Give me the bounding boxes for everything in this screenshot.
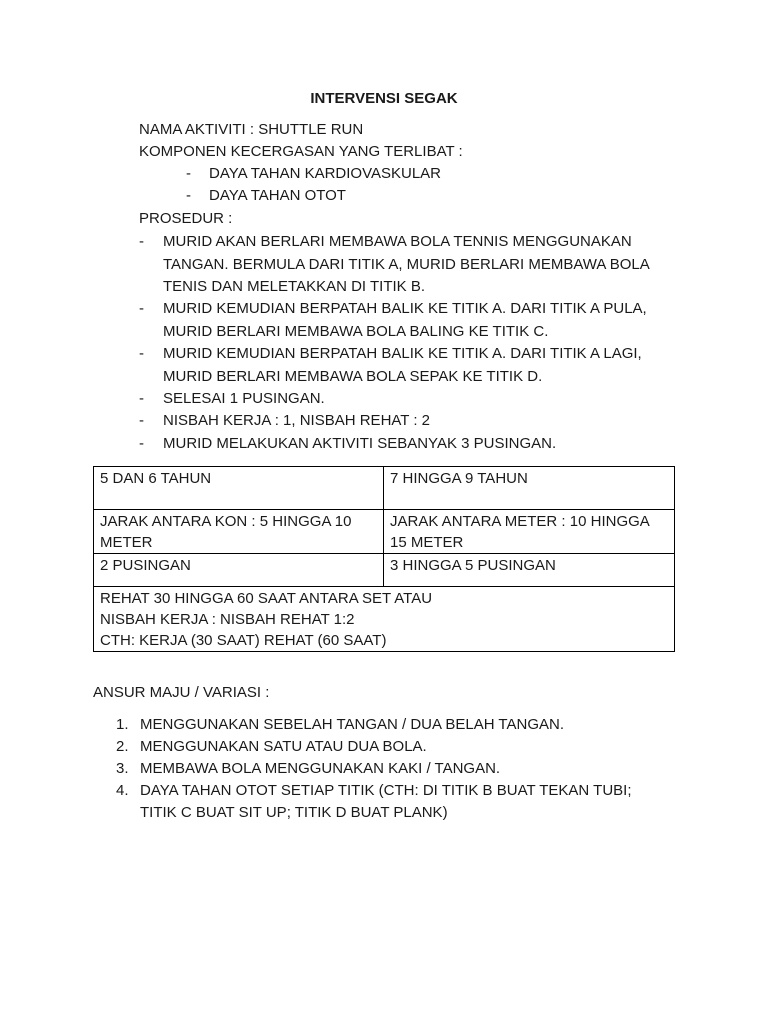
table-cell-line: JARAK ANTARA METER : 10 HINGGA (390, 513, 650, 530)
table-cell-merged (94, 587, 675, 652)
list-number: 2. (116, 738, 129, 755)
procedure-line: MURID MELAKUKAN AKTIVITI SEBANYAK 3 PUSINGAN. (163, 435, 557, 452)
procedure-line: NISBAH KERJA : 1, NISBAH REHAT : 2 (163, 412, 431, 429)
table-cell: 2 PUSINGAN (94, 554, 384, 587)
list-text: MEMBAWA BOLA MENGGUNAKAN KAKI / TANGAN. (140, 760, 501, 777)
list-text: MENGGUNAKAN SATU ATAU DUA BOLA. (140, 738, 427, 755)
page-title: INTERVENSI SEGAK (310, 90, 458, 107)
procedure-line: MURID AKAN BERLARI MEMBAWA BOLA TENNIS MENGGUNAKAN (163, 233, 632, 250)
procedure-line: MURID BERLARI MEMBAWA BOLA SEPAK KE TITIK D. (163, 368, 543, 385)
procedure-line: MURID KEMUDIAN BERPATAH BALIK KE TITIK A. DARI TITIK A LAGI, (163, 345, 642, 362)
variation-heading: ANSUR MAJU / VARIASI : (93, 684, 270, 701)
procedure-line: SELESAI 1 PUSINGAN. (163, 390, 325, 407)
table-cell-line: REHAT 30 HINGGA 60 SAAT ANTARA SET ATAU (100, 590, 433, 607)
table-cell: 7 HINGGA 9 TAHUN (384, 467, 675, 510)
table-cell: 5 DAN 6 TAHUN (94, 467, 384, 510)
age-group-table (93, 466, 675, 652)
table-cell: 3 HINGGA 5 PUSINGAN (384, 554, 675, 587)
procedure-line: TENIS DAN MELETAKKAN DI TITIK B. (163, 278, 425, 295)
activity-name: NAMA AKTIVITI : SHUTTLE RUN (139, 121, 364, 138)
table-row (94, 587, 675, 652)
list-dash: - (139, 300, 144, 317)
procedure-heading: PROSEDUR : (139, 210, 233, 227)
table-cell-line: METER (100, 534, 153, 551)
table-cell (384, 510, 675, 554)
list-dash: - (139, 412, 144, 429)
list-number: 3. (116, 760, 129, 777)
table-cell-line: NISBAH KERJA : NISBAH REHAT 1:2 (100, 611, 355, 628)
list-text: MENGGUNAKAN SEBELAH TANGAN / DUA BELAH TANGAN. (140, 716, 564, 733)
procedure-line: TANGAN. BERMULA DARI TITIK A, MURID BERLARI MEMBAWA BOLA (163, 256, 650, 273)
list-dash: - (139, 435, 144, 452)
list-dash: - (186, 187, 191, 204)
table-row (94, 467, 675, 510)
table-cell-line: CTH: KERJA (30 SAAT) REHAT (60 SAAT) (100, 632, 387, 649)
table-cell-line: JARAK ANTARA KON : 5 HINGGA 10 (100, 513, 352, 530)
component-item: DAYA TAHAN OTOT (209, 187, 346, 204)
list-dash: - (139, 345, 144, 362)
table-cell-line: 15 METER (390, 534, 464, 551)
table-row (94, 510, 675, 554)
list-text: DAYA TAHAN OTOT SETIAP TITIK (CTH: DI TITIK B BUAT TEKAN TUBI; (140, 782, 632, 799)
component-item: DAYA TAHAN KARDIOVASKULAR (209, 165, 442, 182)
components-heading: KOMPONEN KECERGASAN YANG TERLIBAT : (139, 143, 463, 160)
procedure-line: MURID BERLARI MEMBAWA BOLA BALING KE TITIK C. (163, 323, 549, 340)
list-text: TITIK C BUAT SIT UP; TITIK D BUAT PLANK) (140, 804, 448, 821)
list-dash: - (139, 390, 144, 407)
list-number: 1. (116, 716, 129, 733)
list-number: 4. (116, 782, 129, 799)
table-cell (94, 510, 384, 554)
list-dash: - (139, 233, 144, 250)
procedure-line: MURID KEMUDIAN BERPATAH BALIK KE TITIK A. DARI TITIK A PULA, (163, 300, 647, 317)
table-row (94, 554, 675, 587)
list-dash: - (186, 165, 191, 182)
